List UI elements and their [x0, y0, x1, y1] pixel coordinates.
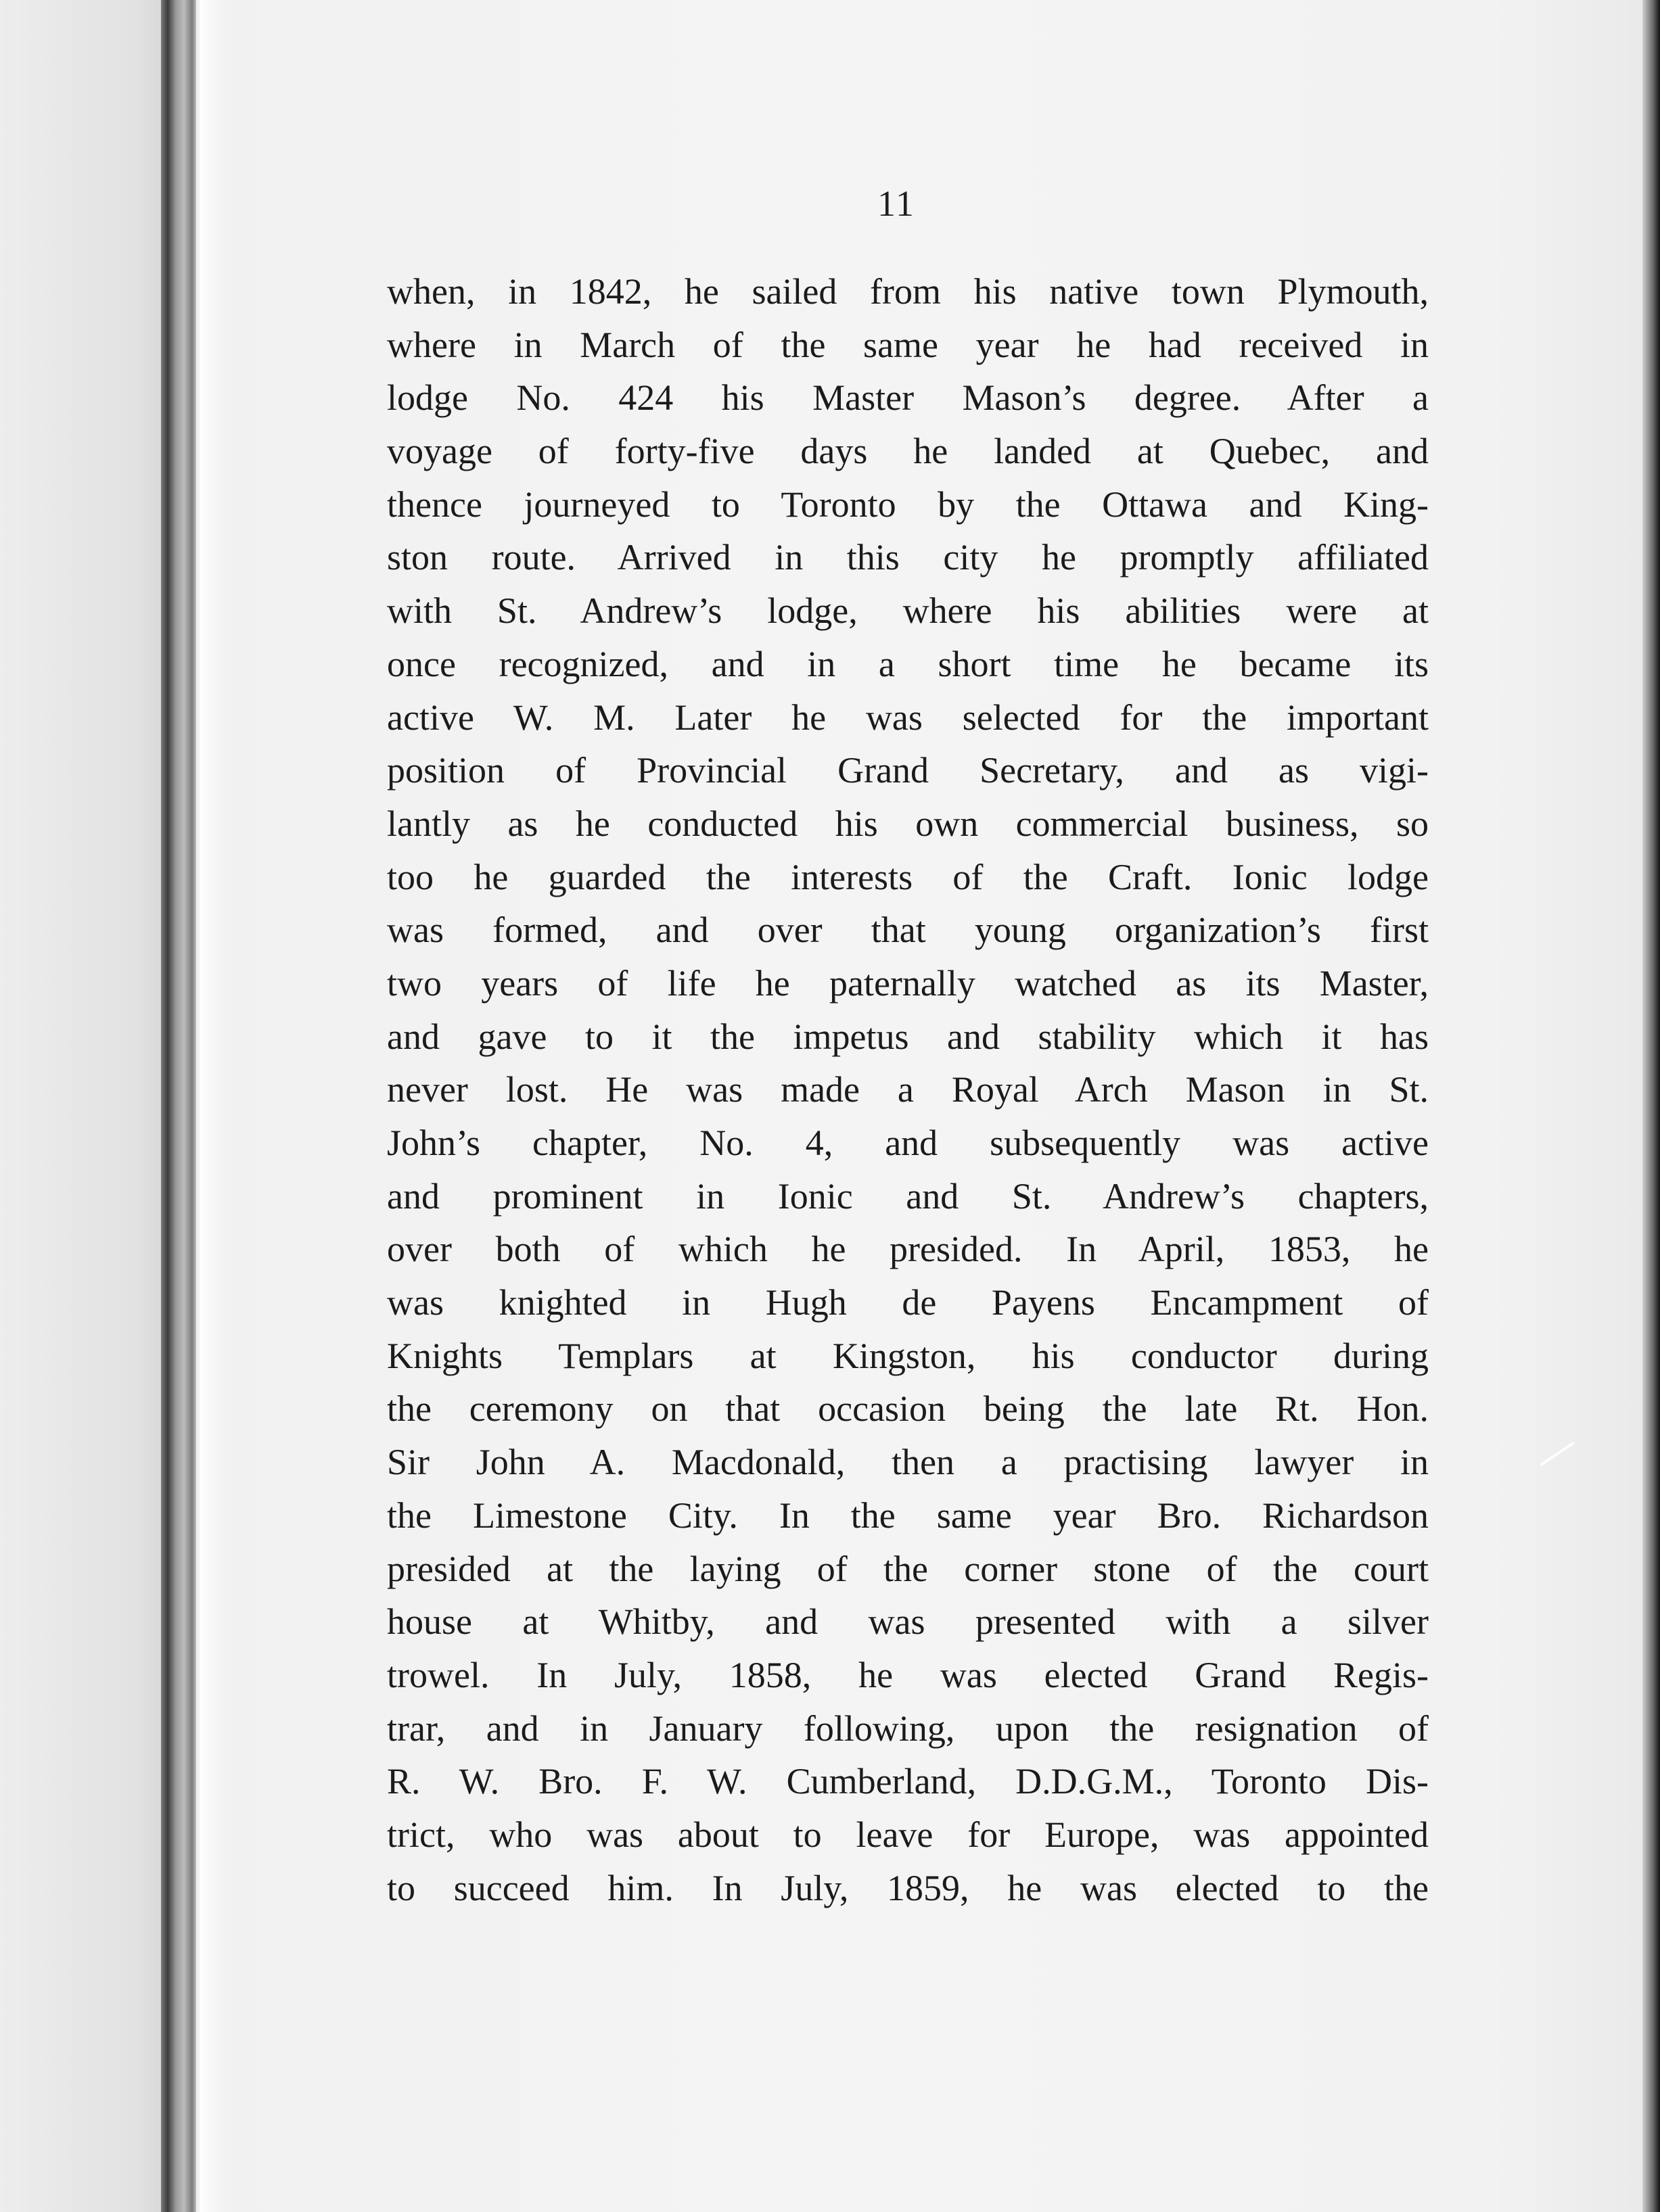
text-line: over both of which he presided. In April, 1853, he	[387, 1229, 1429, 1270]
text-line: two years of life he paternally watched as its Master,	[387, 962, 1429, 1004]
text-line: never lost. He was made a Royal Arch Mason in St.	[387, 1069, 1429, 1110]
text-line: with St. Andrew’s lodge, where his abilities were at	[387, 590, 1429, 632]
text-line: lodge No. 424 his Master Mason’s degree. After a	[387, 377, 1429, 419]
text-line: to succeed him. In July, 1859, he was elected to the	[387, 1867, 1429, 1908]
text-line: Sir John A. Macdonald, then a practising lawyer in	[387, 1442, 1429, 1483]
text-line: ston route. Arrived in this city he promptly affiliated	[387, 537, 1429, 578]
text-line: and gave to it the impetus and stability which it has	[387, 1016, 1429, 1057]
text-line: where in March of the same year he had received in	[387, 324, 1429, 365]
text-line: once recognized, and in a short time he became its	[387, 643, 1429, 684]
text-line: presided at the laying of the corner stone of the court	[387, 1548, 1429, 1589]
text-line: R. W. Bro. F. W. Cumberland, D.D.G.M., Toronto Dis-	[387, 1761, 1429, 1802]
text-line: when, in 1842, he sailed from his native town Plymouth,	[387, 271, 1429, 312]
text-line: was formed, and over that young organization’s first	[387, 910, 1429, 951]
text-line: voyage of forty-five days he landed at Quebec, and	[387, 431, 1429, 472]
text-line: Knights Templars at Kingston, his conductor during	[387, 1335, 1429, 1376]
text-line: house at Whitby, and was presented with a silver	[387, 1601, 1429, 1643]
page-number: 11	[877, 183, 915, 224]
text-line: John’s chapter, No. 4, and subsequently was active	[387, 1123, 1429, 1163]
body-text	[387, 265, 1429, 1914]
scan-artifact-mark	[1540, 1442, 1575, 1467]
text-line: trict, who was about to leave for Europe, was appointed	[387, 1814, 1429, 1855]
text-line: thence journeyed to Toronto by the Ottawa and King-	[387, 484, 1429, 525]
text-line: trowel. In July, 1858, he was elected Grand Regis-	[387, 1654, 1429, 1695]
text-line: too he guarded the interests of the Craft. Ionic lodge	[387, 856, 1429, 897]
text-line: the ceremony on that occasion being the late Rt. Hon.	[387, 1388, 1429, 1430]
text-line: lantly as he conducted his own commercial business, so	[387, 803, 1429, 844]
right-page-edge	[1642, 0, 1660, 2212]
text-line: trar, and in January following, upon the resignation of	[387, 1708, 1429, 1749]
text-line: active W. M. Later he was selected for the important	[387, 697, 1429, 738]
binding-highlight	[200, 0, 227, 2212]
book-binding-shadow	[161, 0, 196, 2212]
text-line: was knighted in Hugh de Payens Encampment of	[387, 1282, 1429, 1323]
left-page-margin	[0, 0, 162, 2212]
text-line: and prominent in Ionic and St. Andrew’s chapters,	[387, 1175, 1429, 1217]
text-line: position of Provincial Grand Secretary, and as vigi-	[387, 750, 1429, 791]
text-line: the Limestone City. In the same year Bro. Richardson	[387, 1495, 1429, 1536]
